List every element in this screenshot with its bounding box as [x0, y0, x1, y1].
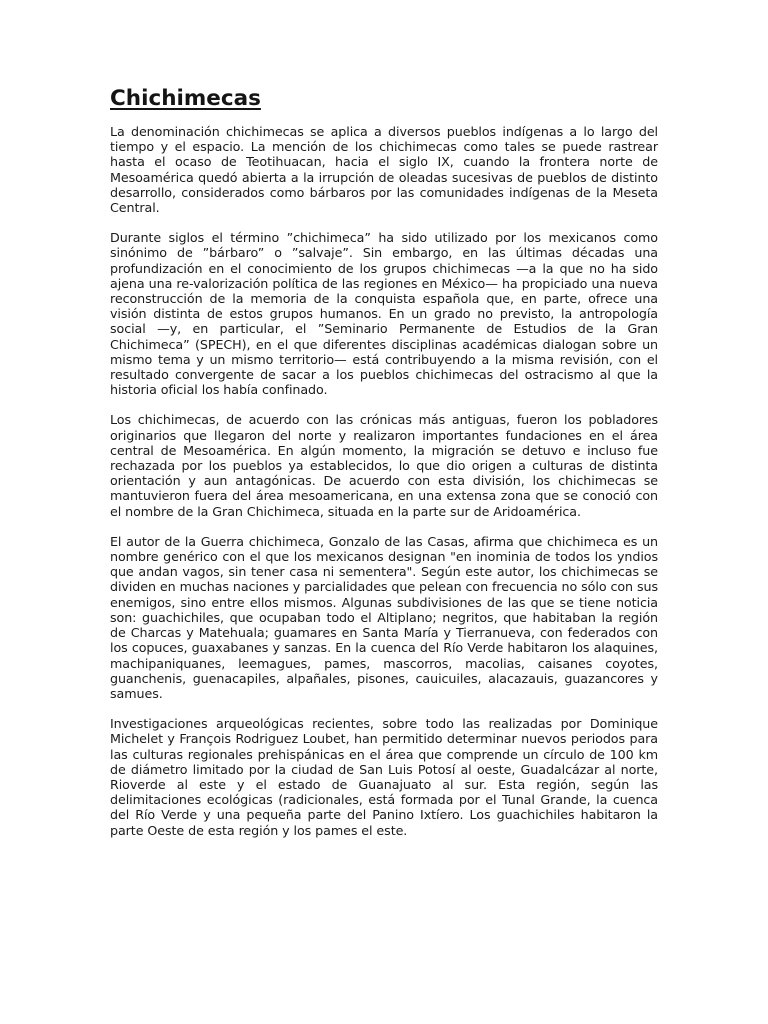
paragraph-1: La denominación chichimecas se aplica a diversos pueblos indígenas a lo largo del tiempo y el espacio. La mención de los chichimecas como tales se puede rastrear hasta el ocaso de Teotihuacan, hacia el siglo IX, cuando la frontera norte de Mesoamérica quedó abierta a la irrupción de oleadas sucesivas de pueblos de distinto desarrollo, considerados como bárbaros por las comunidades indígenas de la Meseta Central.: [110, 124, 658, 216]
document-title: Chichimecas: [110, 86, 261, 111]
paragraph-2: Durante siglos el término ”chichimeca” ha sido utilizado por los mexicanos como sinónimo de ”bárbaro” o ”salvaje”. Sin embargo, en las últimas décadas una profundización en el conocimiento de los grupos chichimecas —a la que no ha sido ajena una re-valorización política de las regiones en México— ha propiciado una nueva reconstrucción de la memoria de la conquista española que, en parte, ofrece una visión distinta de estos grupos humanos. En un grado no previsto, la antropología social —y, en particular, el ”Seminario Permanente de Estudios de la Gran Chichimeca” (SPECH), en el que diferentes disciplinas académicas dialogan sobre un mismo tema y un mismo territorio— está contribuyendo a la misma revisión, con el resultado convergente de sacar a los pueblos chichimecas del ostracismo al que la historia oficial los había confinado.: [110, 230, 658, 398]
document-body: [110, 86, 658, 853]
paragraph-3: Los chichimecas, de acuerdo con las crónicas más antiguas, fueron los pobladores originarios que llegaron del norte y realizaron importantes fundaciones en el área central de Mesoamérica. En algún momento, la migración se detuvo e incluso fue rechazada por los pueblos ya establecidos, lo que dio origen a culturas de distinta orientación y aun antagónicas. De acuerdo con esta división, los chichimecas se mantuvieron fuera del área mesoamericana, en una extensa zona que se conoció con el nombre de la Gran Chichimeca, situada en la parte sur de Aridoamérica.: [110, 412, 658, 519]
paragraph-4: El autor de la Guerra chichimeca, Gonzalo de las Casas, afirma que chichimeca es un nombre genérico con el que los mexicanos designan "en inominia de todos los yndios que andan vagos, sin tener casa ni sementera". Según este autor, los chichimecas se dividen en muchas naciones y parcialidades que pelean con frecuencia no sólo con sus enemigos, sino entre ellos mismos. Algunas subdivisiones de las que se tiene noticia son: guachichiles, que ocupaban todo el Altiplano; negritos, que habitaban la región de Charcas y Matehuala; guamares en Santa María y Tierranueva, con federados con los copuces, guaxabanes y sanzas. En la cuenca del Río Verde habitaron los alaquines, machipaniquanes, leemagues, pames, mascorros, macolias, caisanes coyotes, guanchenis, guenacapiles, alpañales, pisones, cauicuiles, alacazauis, guazancores y samues.: [110, 533, 658, 701]
paragraph-5: Investigaciones arqueológicas recientes, sobre todo las realizadas por Dominique Michelet y François Rodriguez Loubet, han permitido determinar nuevos periodos para las culturas regionales prehispánicas en el área que comprende un círculo de 100 km de diámetro limitado por la ciudad de San Luis Potosí al oeste, Guadalcázar al norte, Rioverde al este y el estado de Guanajuato al sur. Esta región, según las delimitaciones ecológicas (radicionales, está formada por el Tunal Grande, la cuenca del Río Verde y una pequeña parte del Panino Ixtíero. Los guachichiles habitaron la parte Oeste de esta región y los pames el este.: [110, 716, 658, 838]
